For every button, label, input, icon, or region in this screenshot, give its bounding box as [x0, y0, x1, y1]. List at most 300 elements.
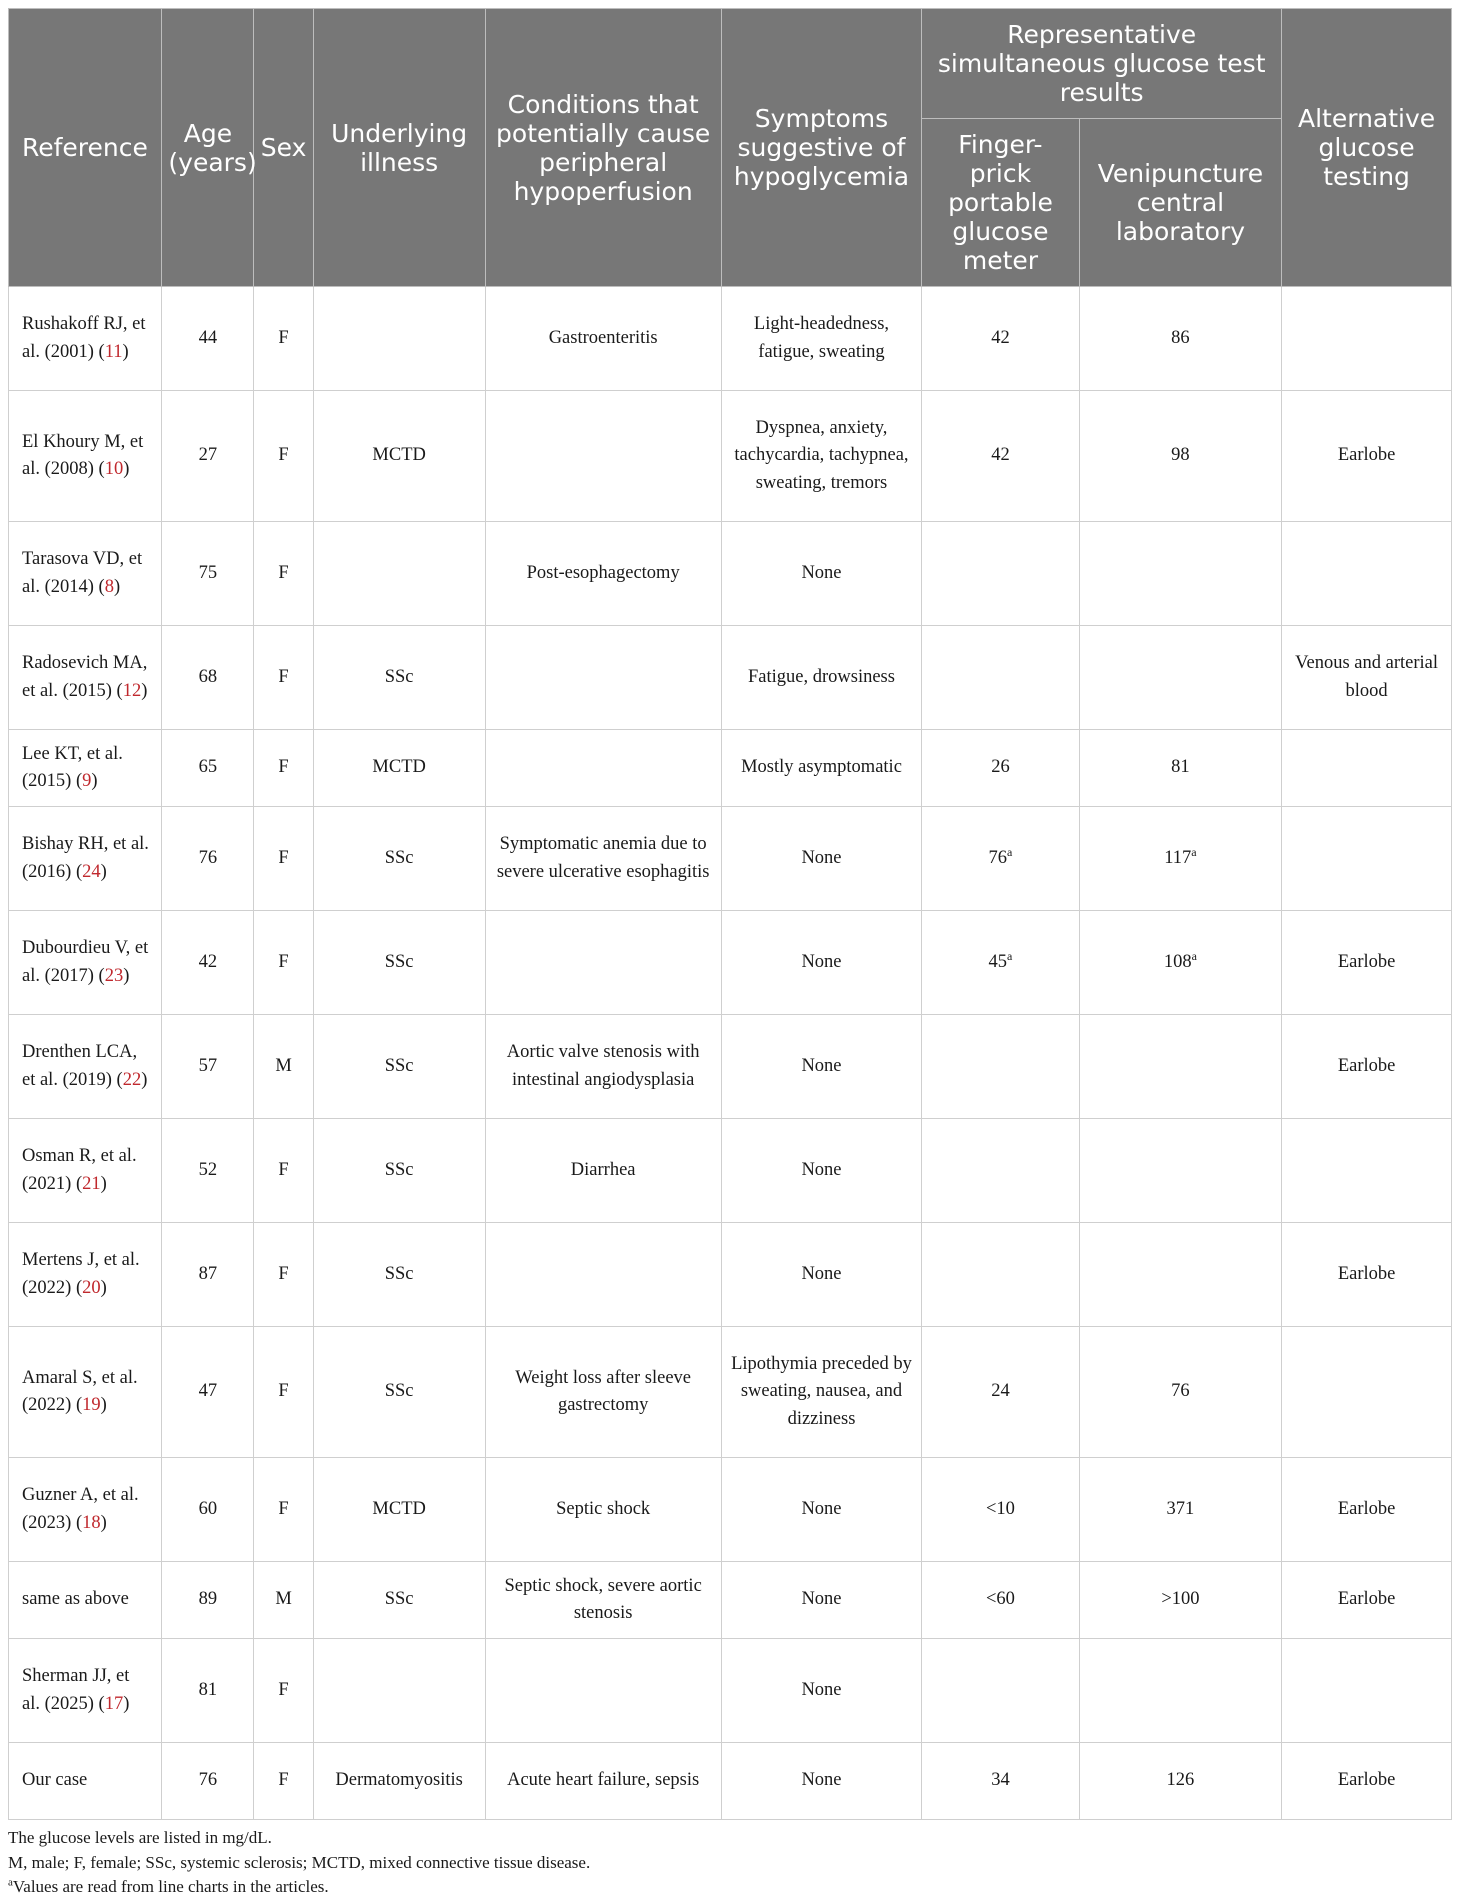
sex-value: F	[278, 666, 289, 687]
cell-alternative-testing	[1282, 522, 1452, 626]
cell-conditions	[485, 1223, 721, 1327]
sex-value: F	[278, 847, 289, 868]
venipuncture-value: >100	[1161, 1589, 1200, 1610]
table-row	[9, 1743, 1452, 1820]
alternative-value: Earlobe	[1337, 1770, 1396, 1791]
finger-prick-value: 24	[991, 1381, 1010, 1402]
age-value: 65	[198, 757, 218, 778]
reference-close: )	[100, 1173, 107, 1194]
symptoms-value: None	[801, 1770, 842, 1791]
table-header	[9, 9, 1452, 287]
conditions-value: Symptomatic anemia due to severe ulcerative esophagitis	[496, 834, 710, 882]
citation-link[interactable]: 17	[104, 1693, 124, 1714]
conditions-value: Post-esophagectomy	[526, 562, 680, 583]
cell-symptoms	[721, 1743, 921, 1820]
age-value: 57	[198, 1055, 218, 1076]
cell-underlying-illness	[313, 807, 485, 911]
cell-age	[162, 730, 254, 807]
citation-link[interactable]: 11	[104, 341, 123, 362]
cell-alternative-testing	[1282, 1562, 1452, 1639]
reference-text: same as above	[22, 1589, 129, 1610]
cell-underlying-illness	[313, 1458, 485, 1562]
header-age: Age (years)	[162, 9, 254, 287]
cell-finger-prick	[922, 522, 1079, 626]
age-value: 60	[198, 1498, 218, 1519]
cell-age	[162, 1223, 254, 1327]
cell-sex	[254, 1223, 313, 1327]
sex-value: F	[278, 951, 289, 972]
cell-finger-prick	[922, 807, 1079, 911]
conditions-value: Septic shock	[556, 1498, 651, 1519]
illness-value: SSc	[384, 1263, 414, 1284]
cell-venipuncture	[1079, 1562, 1281, 1639]
reference-text: Drenthen LCA, et al. (2019) (	[22, 1042, 138, 1090]
cell-underlying-illness	[313, 911, 485, 1015]
age-value: 76	[198, 847, 218, 868]
finger-prick-value: <10	[985, 1498, 1015, 1519]
cell-underlying-illness	[313, 1223, 485, 1327]
cell-reference	[9, 626, 162, 730]
table-row	[9, 287, 1452, 391]
illness-value: SSc	[384, 1055, 414, 1076]
citation-link[interactable]: 9	[82, 771, 92, 791]
cell-alternative-testing	[1282, 730, 1452, 807]
reference-text: Amaral S, et al. (2022) (	[22, 1367, 138, 1415]
cell-venipuncture	[1079, 911, 1281, 1015]
header-symptoms: Symptoms suggestive of hypoglycemia	[721, 9, 921, 287]
cell-symptoms	[721, 1119, 921, 1223]
illness-value: MCTD	[372, 445, 426, 466]
citation-link[interactable]: 21	[82, 1173, 101, 1194]
cell-alternative-testing	[1282, 1743, 1452, 1820]
age-value: 76	[198, 1770, 218, 1791]
sex-value: M	[275, 1589, 292, 1610]
cell-sex	[254, 911, 313, 1015]
cell-reference	[9, 1327, 162, 1458]
reference-close: )	[100, 1512, 107, 1533]
table-row	[9, 1327, 1452, 1458]
cell-venipuncture	[1079, 626, 1281, 730]
reference-text: El Khoury M, et al. (2008) (	[22, 431, 144, 479]
cell-alternative-testing	[1282, 1119, 1452, 1223]
case-table	[8, 8, 1452, 1820]
reference-text: Radosevich MA, et al. (2015) (	[22, 653, 148, 701]
header-glucose-results: Representative simultaneous glucose test results	[922, 9, 1282, 119]
citation-link[interactable]: 22	[122, 1069, 142, 1090]
cell-symptoms	[721, 911, 921, 1015]
alternative-value: Earlobe	[1337, 1055, 1396, 1076]
cell-venipuncture	[1079, 1743, 1281, 1820]
cell-sex	[254, 1119, 313, 1223]
table-row	[9, 1015, 1452, 1119]
age-value: 87	[198, 1263, 218, 1284]
conditions-value: Septic shock, severe aortic stenosis	[504, 1575, 702, 1623]
table-row	[9, 522, 1452, 626]
cell-reference	[9, 1743, 162, 1820]
cell-underlying-illness	[313, 1327, 485, 1458]
cell-conditions	[485, 730, 721, 807]
cell-underlying-illness	[313, 522, 485, 626]
cell-alternative-testing	[1282, 1327, 1452, 1458]
age-value: 47	[198, 1381, 218, 1402]
sex-value: F	[278, 562, 289, 583]
cell-finger-prick	[922, 730, 1079, 807]
symptoms-value: None	[801, 1679, 842, 1700]
table-row	[9, 391, 1452, 522]
finger-prick-value: 34	[991, 1770, 1010, 1791]
reference-close: )	[91, 771, 98, 791]
reference-text: Bishay RH, et al. (2016) (	[22, 834, 149, 882]
citation-link[interactable]: 18	[82, 1512, 101, 1533]
cell-finger-prick	[922, 1223, 1079, 1327]
footnote-marker: a	[1191, 844, 1197, 859]
cell-underlying-illness	[313, 391, 485, 522]
symptoms-value: Light-headedness, fatigue, sweating	[753, 314, 890, 362]
cell-finger-prick	[922, 1458, 1079, 1562]
alternative-value: Earlobe	[1337, 1263, 1396, 1284]
cell-age	[162, 626, 254, 730]
cell-age	[162, 807, 254, 911]
symptoms-value: Lipothymia preceded by sweating, nausea, and dizziness	[731, 1353, 912, 1429]
conditions-value: Diarrhea	[570, 1159, 636, 1180]
cell-finger-prick	[922, 391, 1079, 522]
cell-venipuncture	[1079, 287, 1281, 391]
cell-age	[162, 1639, 254, 1743]
table-row	[9, 1639, 1452, 1743]
table-row	[9, 911, 1452, 1015]
table-body	[9, 287, 1452, 1820]
header-finger-prick: Finger-prick portable glucose meter	[922, 119, 1079, 287]
reference-text: Dubourdieu V, et al. (2017) (	[22, 938, 149, 986]
cell-venipuncture	[1079, 1458, 1281, 1562]
cell-underlying-illness	[313, 626, 485, 730]
cell-finger-prick	[922, 911, 1079, 1015]
reference-close: )	[122, 341, 129, 362]
cell-underlying-illness	[313, 287, 485, 391]
finger-prick-value: 42	[991, 445, 1010, 466]
header-underlying-illness: Underlying illness	[313, 9, 485, 287]
age-value: 68	[198, 666, 218, 687]
sex-value: F	[278, 1770, 289, 1791]
cell-venipuncture	[1079, 730, 1281, 807]
cell-alternative-testing	[1282, 626, 1452, 730]
cell-conditions	[485, 807, 721, 911]
cell-sex	[254, 1639, 313, 1743]
cell-conditions	[485, 287, 721, 391]
reference-text: Lee KT, et al. (2015) (	[22, 743, 123, 791]
illness-value: MCTD	[372, 757, 426, 778]
cell-symptoms	[721, 807, 921, 911]
cell-conditions	[485, 1015, 721, 1119]
age-value: 89	[198, 1589, 218, 1610]
reference-text: Rushakoff RJ, et al. (2001) (	[22, 314, 146, 362]
alternative-value: Earlobe	[1337, 445, 1396, 466]
finger-prick-value: 45	[988, 951, 1008, 972]
venipuncture-value: 108	[1163, 951, 1192, 972]
age-value: 75	[198, 562, 218, 583]
reference-close: )	[100, 1395, 107, 1415]
cell-conditions	[485, 1562, 721, 1639]
illness-value: SSc	[384, 1589, 414, 1610]
cell-age	[162, 911, 254, 1015]
illness-value: MCTD	[372, 1498, 426, 1519]
alternative-value: Venous and arterial blood	[1295, 653, 1438, 701]
cell-age	[162, 391, 254, 522]
cell-age	[162, 1458, 254, 1562]
cell-venipuncture	[1079, 807, 1281, 911]
symptoms-value: None	[801, 1159, 842, 1180]
cell-alternative-testing	[1282, 1223, 1452, 1327]
sex-value: F	[278, 327, 289, 348]
conditions-value: Weight loss after sleeve gastrectomy	[515, 1367, 692, 1415]
cell-alternative-testing	[1282, 807, 1452, 911]
symptoms-value: None	[801, 1055, 842, 1076]
sex-value: F	[278, 1498, 289, 1519]
cell-underlying-illness	[313, 1743, 485, 1820]
venipuncture-value: 76	[1171, 1381, 1190, 1402]
reference-text: Our case	[22, 1770, 88, 1791]
cell-symptoms	[721, 1327, 921, 1458]
sex-value: F	[278, 1263, 289, 1284]
cell-venipuncture	[1079, 1119, 1281, 1223]
cell-symptoms	[721, 626, 921, 730]
citation-link[interactable]: 24	[82, 861, 101, 882]
cell-finger-prick	[922, 1327, 1079, 1458]
symptoms-value: Fatigue, drowsiness	[748, 666, 895, 687]
cell-venipuncture	[1079, 1639, 1281, 1743]
reference-text: Osman R, et al. (2021) (	[22, 1146, 137, 1194]
finger-prick-value: 76	[988, 847, 1008, 868]
cell-finger-prick	[922, 1119, 1079, 1223]
citation-link[interactable]: 8	[104, 576, 114, 597]
symptoms-value: Dyspnea, anxiety, tachycardia, tachypnea, sweating, tremors	[734, 417, 909, 493]
cell-finger-prick	[922, 287, 1079, 391]
footnote-marker: a	[1191, 948, 1197, 963]
table-row	[9, 626, 1452, 730]
symptoms-value: Mostly asymptomatic	[741, 757, 902, 778]
table-row	[9, 1458, 1452, 1562]
cell-conditions	[485, 911, 721, 1015]
cell-underlying-illness	[313, 1639, 485, 1743]
venipuncture-value: 371	[1166, 1498, 1195, 1519]
footnote-marker: a	[8, 1876, 13, 1889]
cell-finger-prick	[922, 1015, 1079, 1119]
footnote-chart-text: Values are read from line charts in the articles.	[12, 1877, 329, 1896]
sex-value: F	[278, 757, 289, 778]
sex-value: M	[275, 1055, 292, 1076]
header-conditions: Conditions that potentially cause peripheral hypoperfusion	[485, 9, 721, 287]
symptoms-value: None	[801, 1498, 842, 1519]
cell-age	[162, 1327, 254, 1458]
conditions-value: Gastroenteritis	[548, 327, 658, 348]
age-value: 42	[198, 951, 218, 972]
alternative-value: Earlobe	[1337, 951, 1396, 972]
illness-value: SSc	[384, 1381, 414, 1402]
header-sex: Sex	[254, 9, 313, 287]
citation-link[interactable]: 20	[82, 1277, 101, 1298]
cell-sex	[254, 1327, 313, 1458]
reference-text: Sherman JJ, et al. (2025) (	[22, 1666, 130, 1714]
reference-text: Guzner A, et al. (2023) (	[22, 1485, 139, 1533]
cell-sex	[254, 1743, 313, 1820]
cell-venipuncture	[1079, 1223, 1281, 1327]
cell-underlying-illness	[313, 1015, 485, 1119]
age-value: 44	[198, 327, 218, 348]
age-value: 52	[198, 1159, 218, 1180]
table-container	[8, 8, 1452, 1820]
cell-underlying-illness	[313, 1119, 485, 1223]
venipuncture-value: 86	[1171, 327, 1190, 348]
cell-reference	[9, 807, 162, 911]
sex-value: F	[278, 1381, 289, 1402]
table-footnotes	[8, 1826, 1448, 1900]
cell-venipuncture	[1079, 1327, 1281, 1458]
reference-close: )	[100, 861, 107, 882]
cell-conditions	[485, 522, 721, 626]
cell-sex	[254, 1015, 313, 1119]
reference-close: )	[113, 576, 121, 597]
cell-finger-prick	[922, 626, 1079, 730]
symptoms-value: None	[801, 847, 842, 868]
cell-sex	[254, 730, 313, 807]
header-venipuncture: Venipuncture central laboratory	[1079, 119, 1281, 287]
symptoms-value: None	[801, 562, 842, 583]
cell-reference	[9, 1562, 162, 1639]
cell-symptoms	[721, 1639, 921, 1743]
cell-reference	[9, 911, 162, 1015]
cell-finger-prick	[922, 1743, 1079, 1820]
venipuncture-value: 98	[1171, 445, 1190, 466]
cell-conditions	[485, 1458, 721, 1562]
reference-text: Tarasova VD, et al. (2014) (	[22, 549, 143, 597]
conditions-value: Aortic valve stenosis with intestinal angiodysplasia	[506, 1042, 700, 1090]
alternative-value: Earlobe	[1337, 1589, 1396, 1610]
header-reference: Reference	[9, 9, 162, 287]
cell-symptoms	[721, 1458, 921, 1562]
symptoms-value: None	[801, 951, 842, 972]
finger-prick-value: 42	[991, 327, 1010, 348]
age-value: 81	[198, 1679, 218, 1700]
symptoms-value: None	[801, 1589, 842, 1610]
cell-underlying-illness	[313, 730, 485, 807]
cell-symptoms	[721, 522, 921, 626]
reference-close: )	[123, 1693, 130, 1714]
cell-symptoms	[721, 730, 921, 807]
age-value: 27	[198, 445, 218, 466]
finger-prick-value: <60	[985, 1589, 1015, 1610]
reference-close: )	[123, 965, 130, 986]
citation-link[interactable]: 19	[82, 1395, 101, 1415]
cell-sex	[254, 391, 313, 522]
reference-close: )	[123, 459, 130, 479]
illness-value: SSc	[384, 1159, 414, 1180]
illness-value: SSc	[384, 666, 414, 687]
cell-conditions	[485, 1639, 721, 1743]
cell-reference	[9, 1458, 162, 1562]
citation-link[interactable]: 10	[104, 459, 124, 479]
footnote-marker: a	[1007, 844, 1013, 859]
cell-alternative-testing	[1282, 1639, 1452, 1743]
footnote-marker: a	[1007, 948, 1013, 963]
sex-value: F	[278, 1159, 289, 1180]
footnote-units: The glucose levels are listed in mg/dL.	[8, 1828, 272, 1847]
cell-sex	[254, 626, 313, 730]
finger-prick-value: 26	[991, 757, 1010, 778]
cell-sex	[254, 1458, 313, 1562]
table-row	[9, 1562, 1452, 1639]
cell-reference	[9, 287, 162, 391]
cell-age	[162, 522, 254, 626]
cell-sex	[254, 1562, 313, 1639]
cell-symptoms	[721, 1015, 921, 1119]
reference-close: )	[141, 1069, 148, 1090]
cell-venipuncture	[1079, 1015, 1281, 1119]
cell-symptoms	[721, 391, 921, 522]
cell-conditions	[485, 1743, 721, 1820]
cell-alternative-testing	[1282, 391, 1452, 522]
sex-value: F	[278, 445, 289, 466]
symptoms-value: None	[801, 1263, 842, 1284]
illness-value: Dermatomyositis	[335, 1770, 463, 1791]
cell-finger-prick	[922, 1562, 1079, 1639]
cell-conditions	[485, 626, 721, 730]
cell-reference	[9, 1639, 162, 1743]
cell-alternative-testing	[1282, 1015, 1452, 1119]
cell-sex	[254, 522, 313, 626]
venipuncture-value: 81	[1171, 757, 1190, 778]
cell-symptoms	[721, 1562, 921, 1639]
cell-age	[162, 1743, 254, 1820]
cell-alternative-testing	[1282, 287, 1452, 391]
cell-symptoms	[721, 287, 921, 391]
table-row	[9, 730, 1452, 807]
sex-value: F	[278, 1679, 289, 1700]
cell-conditions	[485, 391, 721, 522]
cell-alternative-testing	[1282, 1458, 1452, 1562]
citation-link[interactable]: 12	[122, 680, 142, 701]
cell-reference	[9, 1223, 162, 1327]
cell-reference	[9, 522, 162, 626]
cell-sex	[254, 287, 313, 391]
cell-age	[162, 1015, 254, 1119]
alternative-value: Earlobe	[1337, 1498, 1396, 1519]
cell-alternative-testing	[1282, 911, 1452, 1015]
reference-close: )	[141, 680, 148, 701]
cell-underlying-illness	[313, 1562, 485, 1639]
footnote-abbreviations: M, male; F, female; SSc, systemic sclerosis; MCTD, mixed connective tissue disease.	[8, 1852, 591, 1872]
cell-age	[162, 287, 254, 391]
citation-link[interactable]: 23	[104, 965, 124, 986]
cell-venipuncture	[1079, 391, 1281, 522]
venipuncture-value: 126	[1166, 1770, 1195, 1791]
reference-text: Mertens J, et al. (2022) (	[22, 1250, 140, 1298]
cell-sex	[254, 807, 313, 911]
cell-venipuncture	[1079, 522, 1281, 626]
table-row	[9, 807, 1452, 911]
illness-value: SSc	[384, 847, 414, 868]
cell-reference	[9, 1119, 162, 1223]
header-alternative-testing: Alternative glucose testing	[1282, 9, 1452, 287]
cell-conditions	[485, 1327, 721, 1458]
reference-close: )	[100, 1277, 107, 1298]
conditions-value: Acute heart failure, sepsis	[507, 1770, 700, 1791]
illness-value: SSc	[384, 951, 414, 972]
cell-reference	[9, 730, 162, 807]
cell-reference	[9, 1015, 162, 1119]
cell-finger-prick	[922, 1639, 1079, 1743]
cell-conditions	[485, 1119, 721, 1223]
table-row	[9, 1223, 1452, 1327]
